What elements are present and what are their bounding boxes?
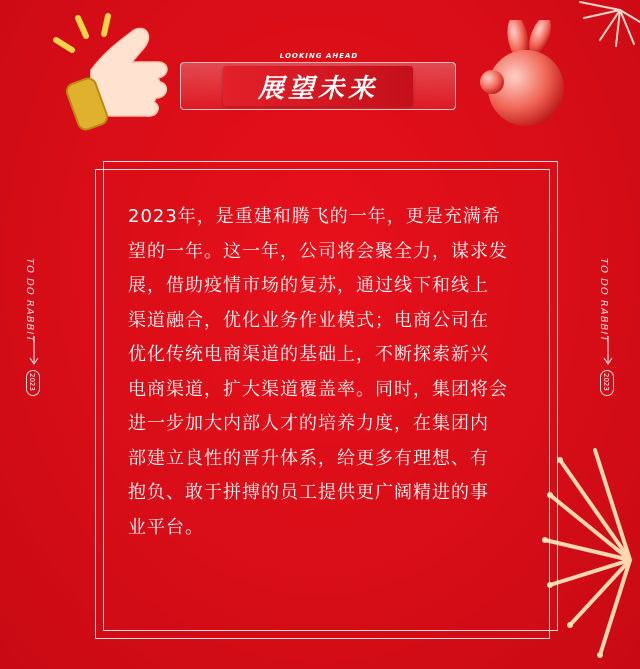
rabbit-icon [470, 20, 580, 130]
content-line: 渠道融合，优化业务作业模式；电商公司在 [128, 309, 489, 331]
side-text-left: TO DO RABBIT [24, 258, 35, 343]
thumbs-up-hand-icon [46, 10, 176, 140]
content-line: 部建立良性的晋升体系，给更多有理想、有 [128, 447, 489, 469]
side-text-right: TO DO RABBIT [598, 258, 609, 343]
content-line: 抱负、敢于拼搏的员工提供更广阔精进的事 [128, 482, 489, 503]
content-line: 2023年，是重建和腾飞的一年，更是充满希 [128, 206, 501, 227]
content-line: 优化传统电商渠道的基础上，不断探索新兴 [128, 344, 489, 365]
content-line: 业平台。 [128, 516, 204, 538]
section-header [178, 52, 460, 114]
section-subtitle: LOOKING AHEAD [279, 52, 359, 60]
page-title: 展望未来 [257, 73, 378, 104]
side-label-right [598, 258, 618, 398]
content-line: 进一步加大内部人才的培养力度，在集团内 [128, 413, 489, 434]
content-line: 展，借助疫情市场的复苏，通过线下和线上 [128, 275, 489, 296]
title-banner [223, 66, 413, 106]
arrow-down-icon [28, 336, 40, 366]
title-frame [180, 62, 456, 110]
content-line: 电商渠道，扩大渠道覆盖率。同时，集团将会 [128, 378, 508, 400]
side-label-left [24, 258, 44, 398]
content-line: 望的一年。这一年，公司将会聚全力，谋求发 [128, 240, 508, 262]
year-badge-right: 2023 [600, 370, 614, 396]
arrow-down-icon [602, 336, 614, 366]
year-badge-left: 2023 [26, 370, 40, 396]
content-paragraph [128, 200, 528, 545]
